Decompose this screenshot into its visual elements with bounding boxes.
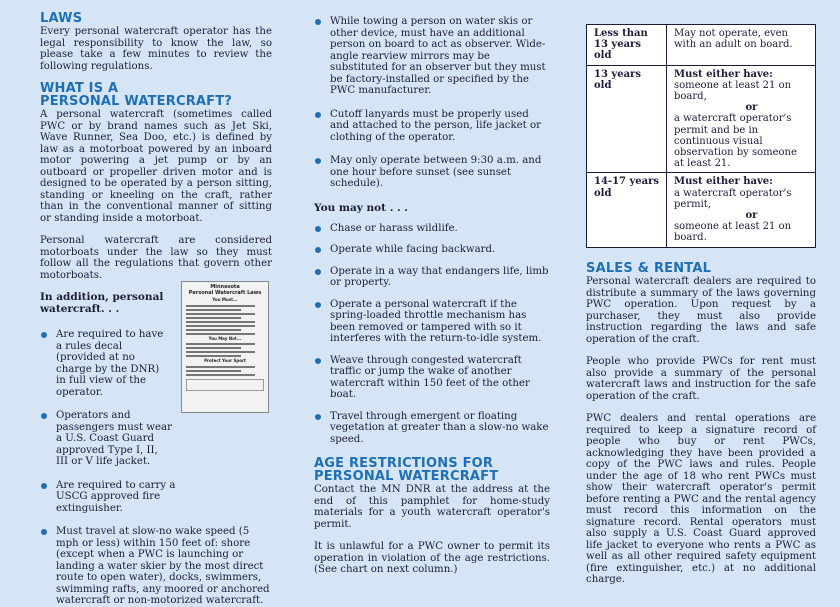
table-row	[587, 25, 816, 66]
rule-option: a watercraft operator's permit and be in continuous visual observation by someone at least 21.	[674, 113, 797, 170]
decal-section-must: You Must...	[212, 297, 238, 302]
laws-text: Every personal watercraft operator has the legal responsibility to know the law, so please take a few minutes to review the following regulations.	[40, 26, 272, 72]
what-is-para2: Personal watercraft are considered motorboats under the law so they must follow all the regulations that govern other motorboats.	[40, 235, 272, 281]
age-restrictions-heading	[314, 457, 550, 483]
list-item: Travel through emergent or floating vegetation at greater than a slow-no wake speed.	[314, 411, 550, 446]
must-either-label: Must either have:	[674, 68, 773, 80]
sales-para1: Personal watercraft dealers are required to distribute a summary of the laws governing PWC operation. Upon request by a purchaser, they must also provide instruction regarding the laws and safe operation of the craft.	[586, 276, 816, 345]
decal-title-line1: Minnesota	[210, 284, 240, 290]
sales-para2: People who provide PWCs for rent must also provide a summary of the personal watercraft laws and instruction for the safe operation of the craft.	[586, 356, 816, 402]
list-item: Cutoff lanyards must be properly used and attached to the person, life jacket or clothing of the operator.	[314, 109, 550, 144]
rule-option: someone at least 21 on board.	[674, 221, 792, 244]
age-para2: It is unlawful for a PWC owner to permit its operation in violation of the age restrictions. (See chart on next column.)	[314, 541, 550, 575]
age-cell: 14-17 years old	[587, 173, 667, 247]
may-not-list	[314, 223, 550, 446]
list-item: Weave through congested watercraft traffic or jump the wake of another watercraft within 150 feet of the other boat.	[314, 355, 550, 401]
in-addition-heading-line2: watercraft. . .	[40, 303, 120, 315]
may-not-heading: You may not . . .	[314, 201, 408, 214]
must-either-label: Must either have:	[674, 176, 773, 188]
list-item: Must travel at slow-no wake speed (5 mph or less) within 150 feet of: shore (except when a PWC is launching or landing a water skier by the most direct route to open water), docks, swimmers, swimming rafts, any moored or anchored watercraft or non-motorized watercraft.	[40, 526, 272, 607]
sales-para3: PWC dealers and rental operations are required to keep a signature record of people who buy or rent PWCs, acknowledging they have been provided a copy of the PWC laws and rules. People under the age of 18 who rent PWCs must show their watercraft operator's permit before renting a PWC and the rental agency must record this information on the signature record. Rental operators must also supply a U.S. Coast Guard approved life jacket to everyone who rents a PWC as well as all other required safety equipment (fire extinguisher, etc.) at no additional charge.	[586, 413, 816, 585]
list-item: May only operate between 9:30 a.m. and one hour before sunset (see sunset schedule).	[314, 155, 550, 190]
age-cell: 13 years old	[587, 65, 667, 173]
in-addition-heading-line1: In addition, personal	[40, 291, 164, 303]
age-cell: Less than 13 years old	[587, 25, 667, 66]
requirements-list	[314, 16, 550, 190]
list-item: Chase or harass wildlife.	[314, 223, 550, 235]
rule-cell	[667, 173, 816, 247]
rules-decal-image	[181, 281, 269, 413]
age-para1: Contact the MN DNR at the address at the end of this pamphlet for home-study materials for a youth watercraft operator's permit.	[314, 484, 550, 530]
age-restrictions-table	[586, 24, 816, 248]
table-row	[587, 173, 816, 247]
what-is-para1: A personal watercraft (sometimes called PWC or by brand names such as Jet Ski, Wave Runner, Sea Doo, etc.) is defined by law as a motorboat powered by an inboard motor powering a jet pump or by an outboard or propeller driven motor and is designed to be operated by a person sitting, standing or kneeling on the craft, rather than in the conventional manner of sitting or standing inside a motorboat.	[40, 109, 272, 224]
or-label: or	[745, 102, 758, 114]
rule-option: a watercraft operator's permit,	[674, 187, 792, 210]
sales-rental-section	[586, 262, 816, 586]
decal-title-line2: Personal Watercraft Laws	[188, 289, 262, 296]
list-item: Are required to carry a USCG approved fire extinguisher.	[40, 480, 190, 515]
laws-heading: LAWS	[40, 11, 83, 26]
rule-cell	[667, 65, 816, 173]
age-heading-line1: AGE RESTRICTIONS FOR	[314, 456, 494, 471]
decal-section-protect: Protect Your Sport	[204, 358, 246, 363]
column-2	[314, 16, 550, 576]
rule-option: someone at least 21 on board,	[674, 79, 792, 103]
rule-cell: May not operate, even with an adult on board.	[667, 25, 816, 66]
list-item: Operate a personal watercraft if the spring-loaded throttle mechanism has been removed or tampered with so it interferes with the return-to-idle system.	[314, 299, 550, 345]
decal-section-may-not: You May Not...	[208, 335, 242, 341]
what-is-heading	[40, 82, 272, 108]
list-item: Operators and passengers must wear a U.S. Coast Guard approved Type I, II, III or V life jacket.	[40, 410, 172, 468]
list-item: Operate while facing backward.	[314, 244, 550, 256]
age-heading-line2: PERSONAL WATERCRAFT	[314, 469, 499, 484]
list-item: Operate in a way that endangers life, limb or property.	[314, 266, 550, 289]
table-row	[587, 65, 816, 173]
list-item: Are required to have a rules decal (provided at no charge by the DNR) in full view of the operator.	[40, 329, 172, 398]
what-is-heading-line2: PERSONAL WATERCRAFT?	[40, 94, 233, 109]
what-is-heading-line1: WHAT IS A	[40, 81, 119, 96]
sales-heading: SALES & RENTAL	[586, 261, 712, 276]
list-item: While towing a person on water skis or other device, must have an additional person on board to act as observer. Wide-angle rearview mirrors may be substituted for an observer but they must be factory-installed or specified by the PWC manufacturer.	[314, 16, 550, 97]
or-label: or	[745, 210, 758, 222]
decal-box	[186, 379, 264, 391]
